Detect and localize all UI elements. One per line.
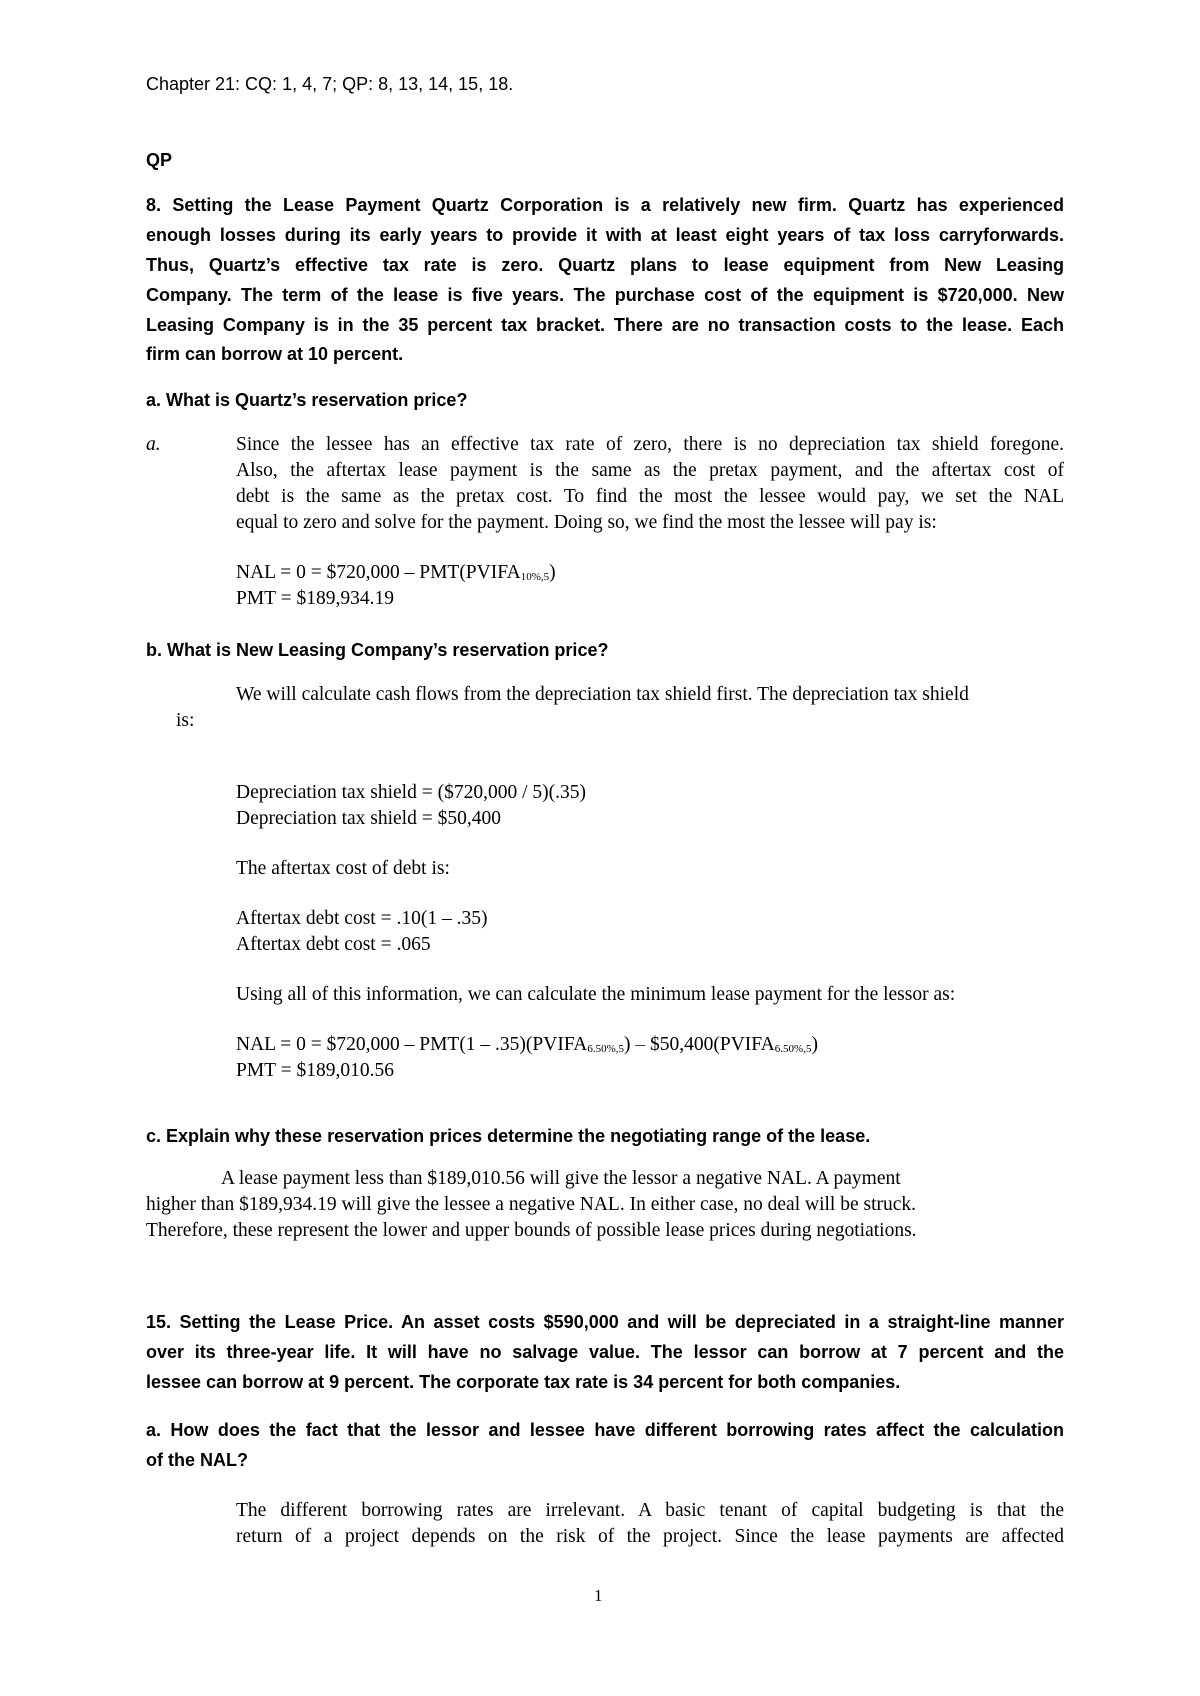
q8a-answer-line: debt is the same as the pretax cost. To find the most the lessee would pay, we set the NAL [236, 486, 1064, 507]
q8a-answer-line: equal to zero and solve for the payment. Doing so, we find the most the lessee will pay is: [236, 512, 937, 533]
q8-statement-line: Thus, Quartz’s effective tax rate is zero. Quartz plans to lease equipment from New Leasing [146, 255, 1064, 275]
q8-statement-line: Leasing Company is in the 35 percent tax bracket. There are no transaction costs to the lease. Each [146, 315, 1064, 335]
q15a-question-line: of the NAL? [146, 1450, 248, 1470]
q8c-answer-line: Therefore, these represent the lower and upper bounds of possible lease prices during negotiations. [146, 1220, 917, 1241]
pmt-result-lessor: PMT = $189,010.56 [236, 1060, 394, 1081]
q15a-answer-line: The different borrowing rates are irrelevant. A basic tenant of capital budgeting is that the [236, 1500, 1064, 1521]
lessor-intro: Using all of this information, we can calculate the minimum lease payment for the lessor as: [236, 984, 956, 1005]
pmt-result-lessee: PMT = $189,934.19 [236, 588, 394, 609]
aftertax-debt-cost-formula: Aftertax debt cost = .10(1 – .35) [236, 908, 488, 929]
q8c-question: c. Explain why these reservation prices determine the negotiating range of the lease. [146, 1126, 871, 1146]
q8a-answer-line: Also, the aftertax lease payment is the same as the pretax payment, and the aftertax cost of [236, 460, 1064, 481]
section-heading: QP [146, 150, 173, 170]
q8b-answer-line: We will calculate cash flows from the depreciation tax shield first. The depreciation tax shield [236, 684, 969, 705]
aftertax-debt-cost-value: Aftertax debt cost = .065 [236, 934, 431, 955]
q8-statement-line: Company. The term of the lease is five years. The purchase cost of the equipment is $720,000. New [146, 285, 1064, 305]
depreciation-tax-shield-formula: Depreciation tax shield = ($720,000 / 5)(.35) [236, 782, 586, 803]
q15-statement-line: 15. Setting the Lease Price. An asset costs $590,000 and will be depreciated in a straight-line manner [146, 1312, 1064, 1332]
q8b-question: b. What is New Leasing Company’s reservation price? [146, 640, 609, 660]
page-number: 1 [594, 1586, 603, 1605]
depreciation-tax-shield-value: Depreciation tax shield = $50,400 [236, 808, 501, 829]
q8-statement-line: firm can borrow at 10 percent. [146, 344, 404, 364]
q8a-question: a. What is Quartz’s reservation price? [146, 390, 468, 410]
q8c-answer-line: A lease payment less than $189,010.56 will give the lessor a negative NAL. A payment [221, 1168, 901, 1189]
nal-equation-lessee: NAL = 0 = $720,000 – $PMT(PVIFA_{10\%,5})$ [236, 562, 556, 583]
q15-statement-line: lessee can borrow at 9 percent. The corporate tax rate is 34 percent for both companies. [146, 1372, 901, 1392]
q15a-question-line: a. How does the fact that the lessor and lessee have different borrowing rates affect the calculation [146, 1420, 1064, 1440]
q8-statement-line: 8. Setting the Lease Payment Quartz Corporation is a relatively new firm. Quartz has experienced [146, 195, 1064, 215]
q15-statement-line: over its three-year life. It will have no salvage value. The lessor can borrow at 7 percent and the [146, 1342, 1064, 1362]
q8-statement-line: enough losses during its early years to provide it with at least eight years of tax loss carryforwards. [146, 225, 1064, 245]
q8a-answer-line: Since the lessee has an effective tax rate of zero, there is no depreciation tax shield foregone. [236, 434, 1064, 455]
nal-equation-lessor: NAL = 0 = $720,000 – $PMT(1 - .35)(PVIFA_{6.50\%,5})$ – $\$50,400(PVIFA_{6.50\%,5})$ [236, 1034, 818, 1055]
q8b-answer-line: is: [176, 710, 195, 731]
chapter-header: Chapter 21: CQ: 1, 4, 7; QP: 8, 13, 14, 15, 18. [146, 74, 514, 94]
q8c-answer-line: higher than $189,934.19 will give the lessee a negative NAL. In either case, no deal will be struck. [146, 1194, 917, 1215]
q8a-answer-label: a. [146, 434, 161, 455]
q15a-answer-line: return of a project depends on the risk of the project. Since the lease payments are affected [236, 1526, 1064, 1547]
aftertax-cost-intro: The aftertax cost of debt is: [236, 858, 450, 879]
